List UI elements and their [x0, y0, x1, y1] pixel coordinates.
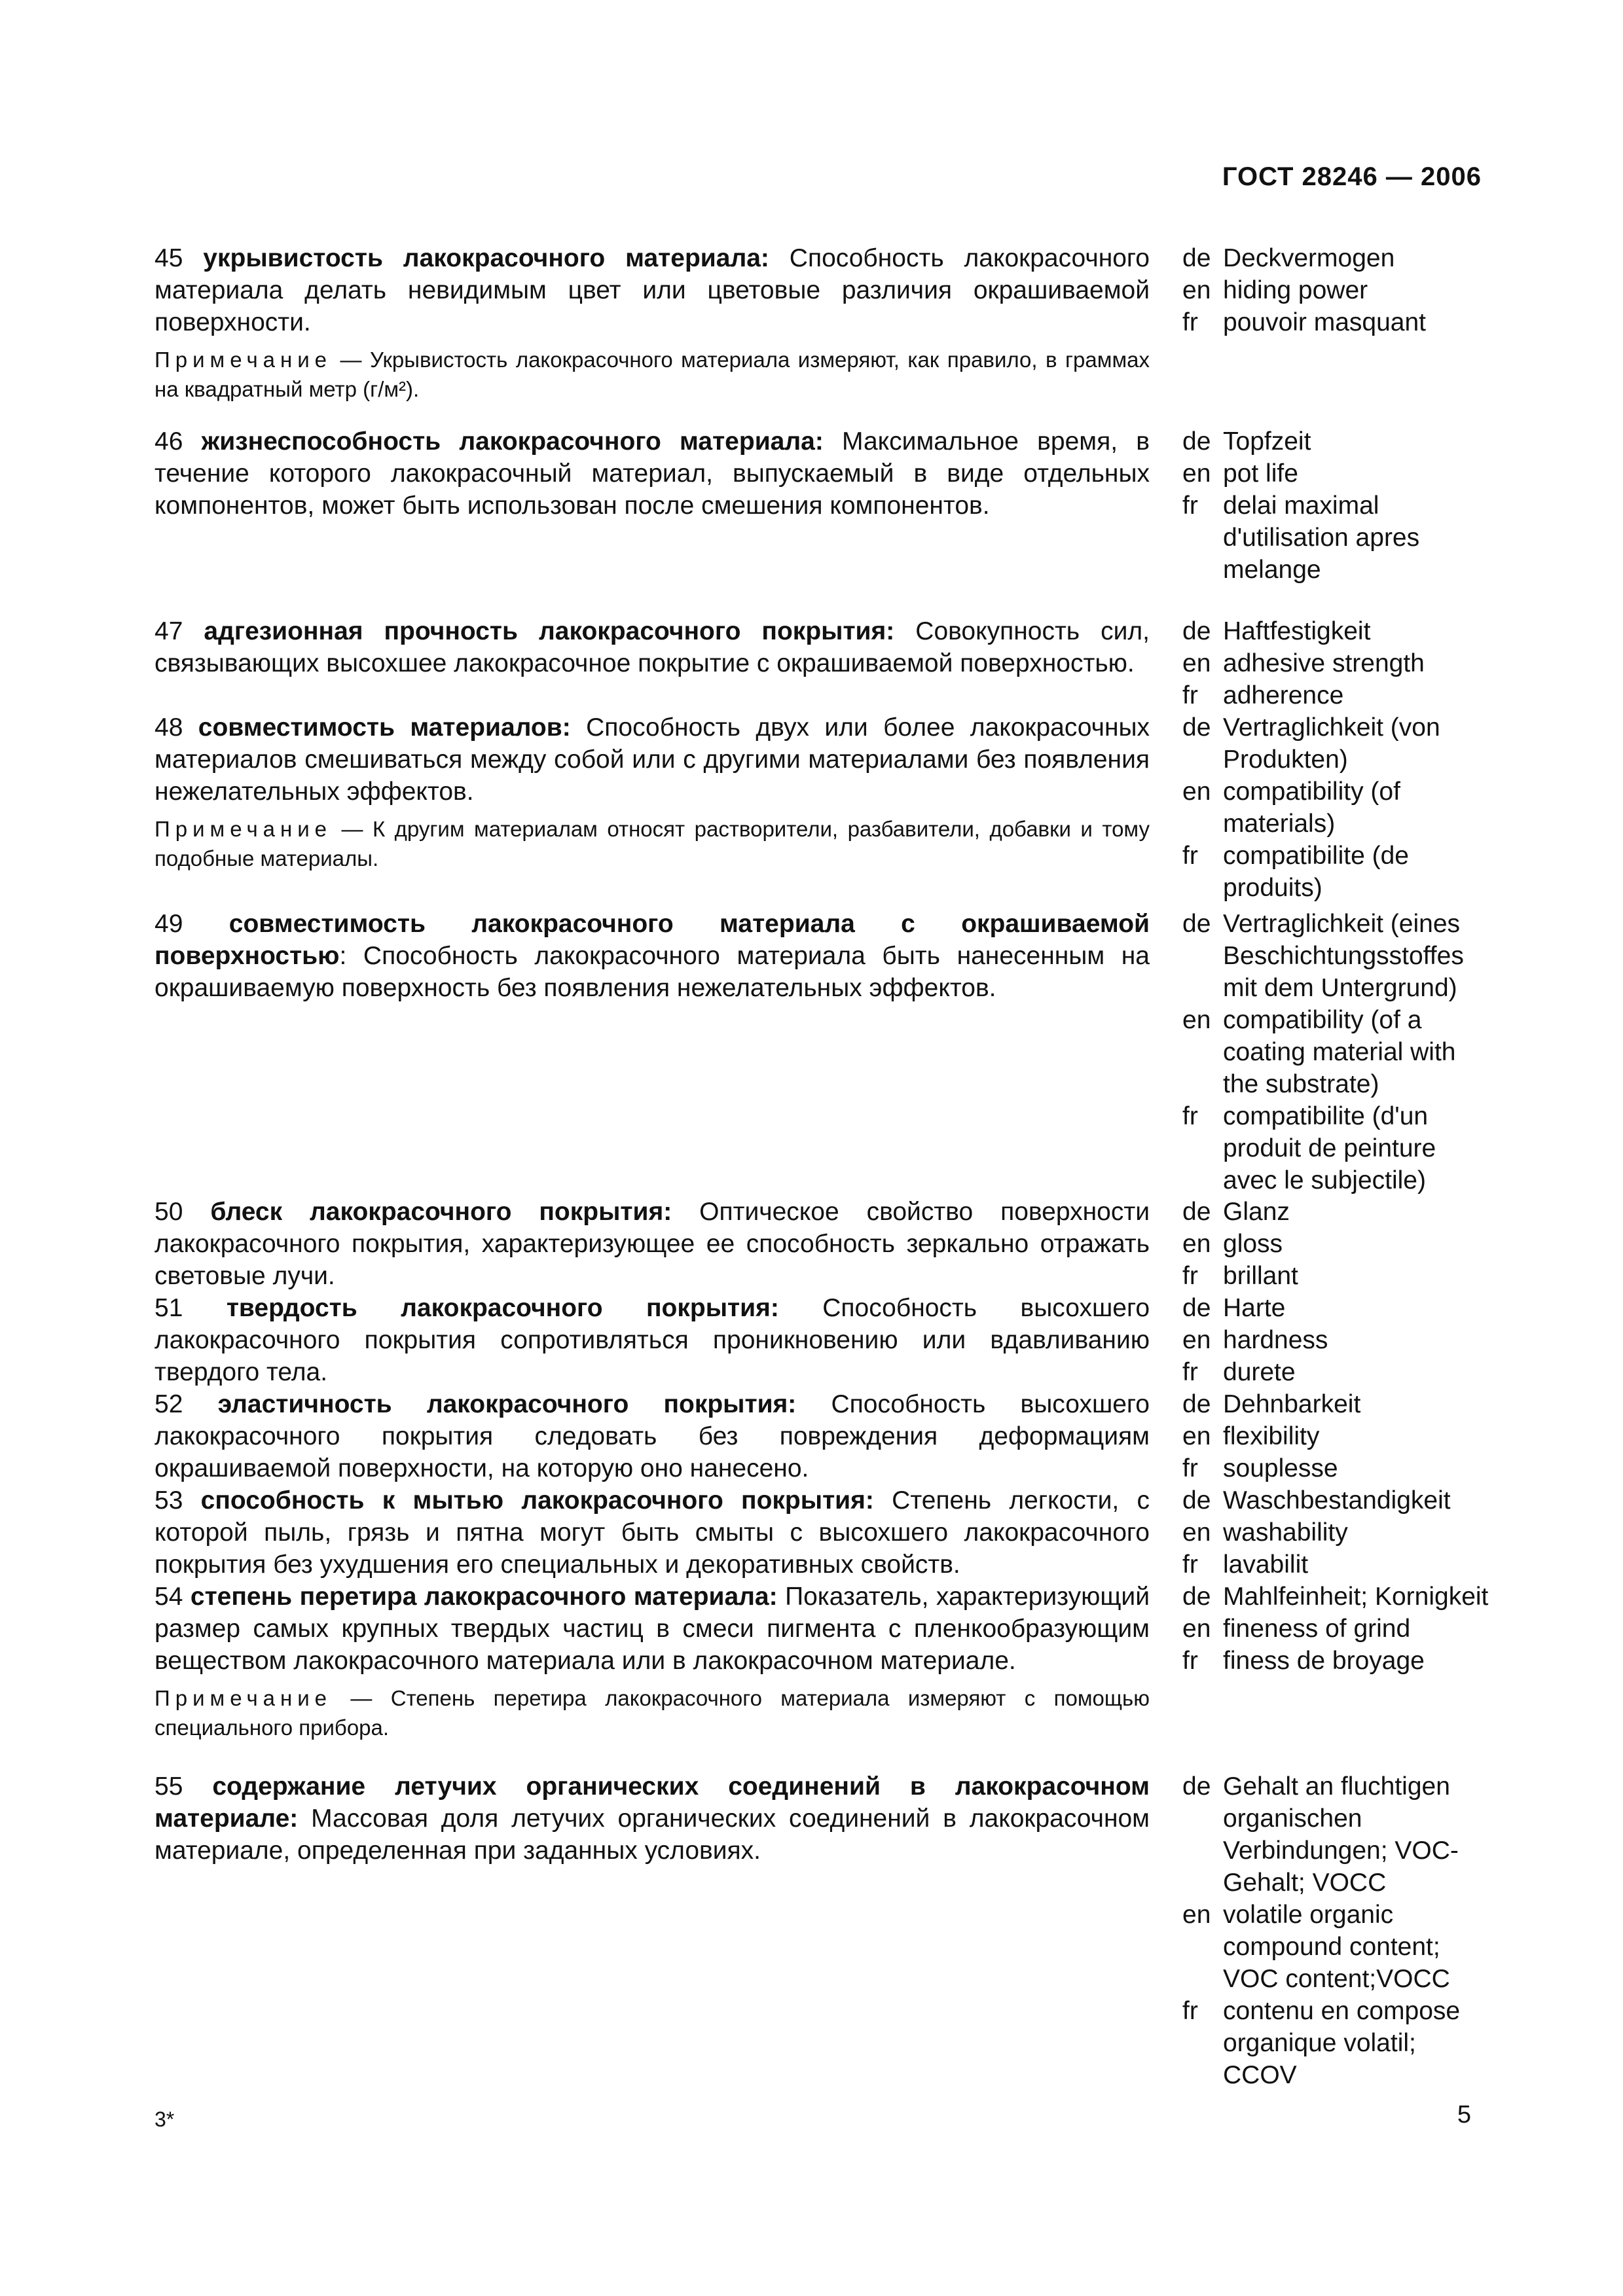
- term-definition: 55 содержание летучих органических соединений в лакокрасочном материале: Массовая доля летучих органических соединений в лакокрасочном материале, определенная при заданных условиях.: [155, 1772, 1150, 1865]
- term-52: [155, 1388, 1490, 1484]
- term-definition: 48 совместимость материалов: Способность двух или более лакокрасочных материалов смешиваться между собой или с другими материалами без появления нежелательных эффектов.: [155, 713, 1150, 806]
- standard-header: ГОСТ 28246 — 2006: [1222, 162, 1482, 191]
- term-title: твердость лакокрасочного покрытия:: [226, 1294, 779, 1322]
- foreign-equivalents: de Harte en hardness fr durete: [1182, 1294, 1328, 1386]
- term-note: Примечание — Укрывистость лакокрасочного материала измеряют, как правило, в граммах на квадратный метр (г/м²).: [155, 348, 1150, 401]
- term-53: [155, 1484, 1490, 1581]
- term-definition: 47 адгезионная прочность лакокрасочного покрытия: Совокупность сил, связывающих высохшее лакокрасочное покрытие с окрашиваемой поверхностью.: [155, 617, 1150, 677]
- term-definition: 50 блеск лакокрасочного покрытия: Оптическое свойство поверхности лакокрасочного покрытия, характеризующее ее способность зеркально отражать световые лучи.: [155, 1198, 1150, 1290]
- term-45: [155, 242, 1490, 425]
- foreign-equivalents: de Vertraglichkeit (eines Beschichtungsstoffes mit dem Untergrund) en compatibility (of a coating material with the substrate) fr compatibilite (d'un produit de peinture avec le subjectile): [1182, 910, 1464, 1194]
- foreign-equivalents: de Deckvermogen en hiding power fr pouvoir masquant: [1182, 244, 1427, 336]
- term-title: адгезионная прочность лакокрасочного покрытия:: [204, 617, 895, 645]
- foreign-equivalents: de Topfzeit en pot life fr delai maximal d'utilisation apres melange: [1182, 427, 1420, 584]
- term-49: [155, 908, 1490, 1196]
- term-definition: 51 твердость лакокрасочного покрытия: Способность высохшего лакокрасочного покрытия сопротивляться проникновению или вдавливанию твердого тела.: [155, 1294, 1150, 1386]
- term-title: содержание летучих органических соединений в лакокрасочном материале:: [155, 1772, 1150, 1833]
- term-definition: 46 жизнеспособность лакокрасочного материала: Максимальное время, в течение которого лакокрасочный материал, выпускаемый в виде отдельных компонентов, может быть использован после смешения компонентов.: [155, 427, 1150, 520]
- term-title: степень перетира лакокрасочного материала:: [190, 1583, 778, 1611]
- foreign-equivalents: de Glanz en gloss fr brillant: [1182, 1198, 1298, 1290]
- term-54: [155, 1581, 1490, 1770]
- foreign-equivalents: de Gehalt an fluchtigen organischen Verbindungen; VOC-Gehalt; VOCC en volatile organic compound content; VOC content;VOCC fr contenu en compose organique volatil; CCOV: [1182, 1772, 1461, 2089]
- term-note: Примечание — Степень перетира лакокрасочного материала измеряют с помощью специального прибора.: [155, 1686, 1150, 1740]
- term-definition: 52 эластичность лакокрасочного покрытия: Способность высохшего лакокрасочного покрытия следовать без повреждения деформациям окрашиваемой поверхности, на которую оно нанесено.: [155, 1390, 1150, 1482]
- foreign-equivalents: de Vertraglichkeit (von Produkten) en compatibility (of materials) fr compatibilite (de produits): [1182, 713, 1440, 902]
- foreign-equivalents: de Haftfestigkeit en adhesive strength fr adherence: [1182, 617, 1425, 709]
- terms-list: [155, 242, 1490, 2089]
- term-51: [155, 1292, 1490, 1388]
- term-48: [155, 711, 1490, 908]
- term-46: [155, 425, 1490, 615]
- term-title: способность к мытью лакокрасочного покрытия:: [200, 1486, 874, 1515]
- term-title: укрывистость лакокрасочного материала:: [203, 244, 769, 272]
- foreign-equivalents: de Dehnbarkeit en flexibility fr souplesse: [1182, 1390, 1361, 1482]
- sheet-mark: 3*: [155, 2108, 175, 2131]
- term-title: жизнеспособность лакокрасочного материала:: [201, 427, 824, 456]
- term-definition: 54 степень перетира лакокрасочного материала: Показатель, характеризующий размер самых крупных твердых частиц в смеси пигмента с пленкообразующим веществом лакокрасочного материала или в лакокрасочном материале.: [155, 1583, 1150, 1675]
- term-55: [155, 1770, 1490, 2089]
- term-47: [155, 615, 1490, 711]
- foreign-equivalents: de Waschbestandigkeit en washability fr lavabilit: [1182, 1486, 1451, 1579]
- term-definition: 45 укрывистость лакокрасочного материала: Способность лакокрасочного материала делать невидимым цвет или цветовые различия окрашиваемой поверхности.: [155, 244, 1150, 336]
- foreign-equivalents: de Mahlfeinheit; Kornigkeit en fineness of grind fr finess de broyage: [1182, 1583, 1489, 1675]
- term-title: совместимость материалов:: [198, 713, 571, 742]
- term-title: совместимость лакокрасочного материала с окрашиваемой поверхностью: [155, 910, 1150, 970]
- term-note: Примечание — К другим материалам относят растворители, разбавители, добавки и тому подобные материалы.: [155, 817, 1150, 870]
- term-title: эластичность лакокрасочного покрытия:: [217, 1390, 797, 1418]
- term-definition: 49 совместимость лакокрасочного материала с окрашиваемой поверхностью: Способность лакокрасочного материала быть нанесенным на окрашиваемую поверхность без появления нежелательных эффектов.: [155, 910, 1150, 1002]
- page-number: 5: [1457, 2101, 1471, 2128]
- term-50: [155, 1196, 1490, 1292]
- term-definition: 53 способность к мытью лакокрасочного покрытия: Степень легкости, с которой пыль, грязь и пятна могут быть смыты с высохшего лакокрасочного покрытия без ухудшения его специальных и декоративных свойств.: [155, 1486, 1150, 1579]
- term-title: блеск лакокрасочного покрытия:: [210, 1198, 672, 1226]
